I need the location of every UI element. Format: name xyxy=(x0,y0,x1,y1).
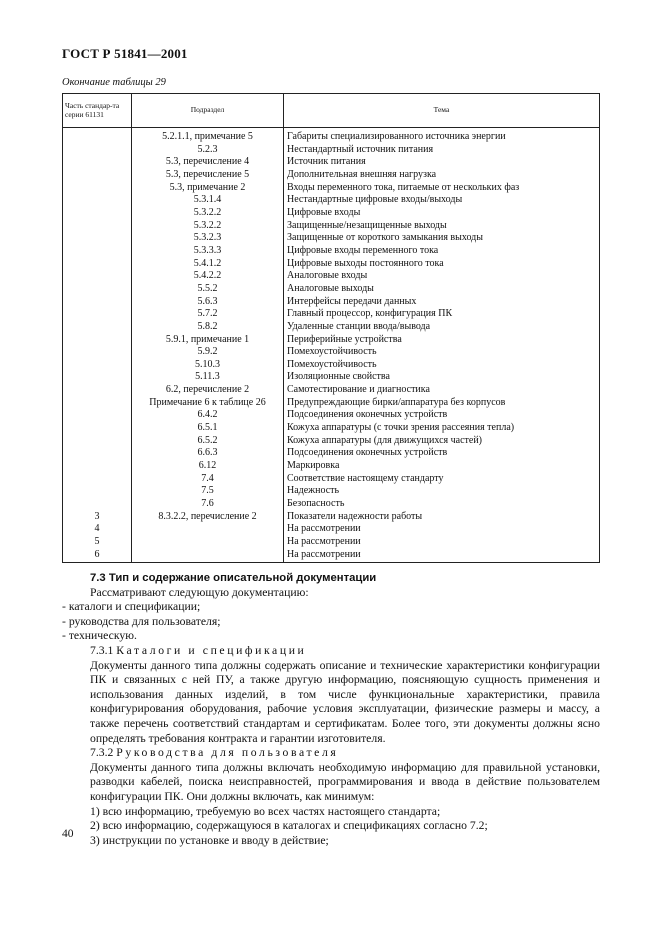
topic-cell: Нестандартный источник питания xyxy=(284,144,600,157)
part-cell xyxy=(63,169,132,182)
subsection-cell: 5.11.3 xyxy=(132,371,284,384)
topic-cell: Подсоединения оконечных устройств xyxy=(284,409,600,422)
part-cell xyxy=(63,194,132,207)
table-continuation-caption: Окончание таблицы 29 xyxy=(62,77,166,88)
topic-cell: Нестандартные цифровые входы/выходы xyxy=(284,194,600,207)
subsection-cell: 7.5 xyxy=(132,485,284,498)
part-cell xyxy=(63,245,132,258)
topic-cell: Главный процессор, конфигурация ПК xyxy=(284,308,600,321)
topic-cell: Входы переменного тока, питаемые от нескольких фаз xyxy=(284,182,600,195)
part-cell xyxy=(63,283,132,296)
topic-cell: Защищенные/незащищенные выходы xyxy=(284,220,600,233)
part-cell xyxy=(63,447,132,460)
topic-cell: Периферийные устройства xyxy=(284,334,600,347)
table-row xyxy=(63,447,600,460)
table-row xyxy=(63,128,600,144)
table-row xyxy=(63,397,600,410)
table-row xyxy=(63,536,600,549)
table-row xyxy=(63,207,600,220)
table-row xyxy=(63,460,600,473)
topic-cell: Удаленные станции ввода/вывода xyxy=(284,321,600,334)
subsection-cell: 5.2.3 xyxy=(132,144,284,157)
subsection-heading-7-3-2 xyxy=(62,746,600,761)
table-row xyxy=(63,384,600,397)
table-row xyxy=(63,296,600,309)
subsection-cell: 6.12 xyxy=(132,460,284,473)
subsection-cell: 5.8.2 xyxy=(132,321,284,334)
table-row xyxy=(63,498,600,511)
table-row xyxy=(63,220,600,233)
topic-cell: Габариты специализированного источника энергии xyxy=(284,128,600,144)
topic-cell: На рассмотрении xyxy=(284,523,600,536)
subsection-cell: 8.3.2.2, перечисление 2 xyxy=(132,511,284,524)
table-row xyxy=(63,435,600,448)
part-cell xyxy=(63,156,132,169)
topic-cell: Предупреждающие бирки/аппаратура без корпусов xyxy=(284,397,600,410)
subsection-number: 7.3.1 xyxy=(90,643,114,657)
topic-cell: Кожуха аппаратуры (для движущихся частей) xyxy=(284,435,600,448)
part-cell xyxy=(63,409,132,422)
subsection-cell: 5.4.2.2 xyxy=(132,270,284,283)
subsection-cell: 5.3.1.4 xyxy=(132,194,284,207)
subsection-cell: 7.6 xyxy=(132,498,284,511)
subsection-cell xyxy=(132,549,284,563)
part-cell xyxy=(63,144,132,157)
subsection-title: Руководства для пользователя xyxy=(116,746,339,760)
subsection-title: Каталоги и спецификации xyxy=(116,643,307,657)
list-item: 1) всю информацию, требуемую во всех частях настоящего стандарта; xyxy=(90,804,441,818)
topic-cell: Кожуха аппаратуры (с точки зрения рассеяния тепла) xyxy=(284,422,600,435)
table-row xyxy=(63,245,600,258)
subsection-cell: 5.4.1.2 xyxy=(132,258,284,271)
part-cell xyxy=(63,321,132,334)
topic-cell: На рассмотрении xyxy=(284,549,600,563)
table-row xyxy=(63,422,600,435)
table-row xyxy=(63,346,600,359)
topic-cell: Цифровые выходы постоянного тока xyxy=(284,258,600,271)
table-row xyxy=(63,232,600,245)
part-cell xyxy=(63,296,132,309)
paragraph: Документы данного типа должны содержать описание и технические характеристики конфигурации ПК и связанных с ней ПУ, а также другую информацию, поясняющую сущность применения и использования данных изделий, в том числе функциональные характеристики, правила конфигурирования оборудования, рабочие условия эксплуатации, физические размеры и массу, а также перечень соответствий стандартам и сертификатам. Более того, эти документы должны ясно определять требования контракта и гарантии изготовителя. xyxy=(90,658,600,745)
topic-cell: Аналоговые выходы xyxy=(284,283,600,296)
topic-cell: На рассмотрении xyxy=(284,536,600,549)
subsection-cell: 5.3, перечисление 5 xyxy=(132,169,284,182)
list-item: - каталоги и спецификации; xyxy=(62,600,201,614)
subsection-cell: 5.7.2 xyxy=(132,308,284,321)
part-cell xyxy=(63,308,132,321)
topic-cell: Показатели надежности работы xyxy=(284,511,600,524)
part-cell xyxy=(63,371,132,384)
paragraph: Рассматривают следующую документацию: xyxy=(90,585,309,599)
part-cell xyxy=(63,346,132,359)
table-row xyxy=(63,156,600,169)
part-cell xyxy=(63,397,132,410)
table-row xyxy=(63,144,600,157)
topic-cell: Помехоустойчивость xyxy=(284,359,600,372)
table-row xyxy=(63,308,600,321)
subsection-cell: 5.9.1, примечание 1 xyxy=(132,334,284,347)
subsection-cell: 6.2, перечисление 2 xyxy=(132,384,284,397)
table-row xyxy=(63,194,600,207)
subsection-cell: 5.2.1.1, примечание 5 xyxy=(132,128,284,144)
topic-cell: Источник питания xyxy=(284,156,600,169)
topic-cell: Соответствие настоящему стандарту xyxy=(284,473,600,486)
part-cell xyxy=(63,422,132,435)
part-cell xyxy=(63,232,132,245)
subsection-cell: 5.3, примечание 2 xyxy=(132,182,284,195)
paragraph: Документы данного типа должны включать необходимую информацию для правильной установки, разводки кабелей, поиска неисправностей, программирования и ввода в действие пользователем конфигурации ПК. Они должны включать, как минимум: xyxy=(90,760,600,803)
column-header-part: Часть стандар-та серии 61131 xyxy=(63,94,132,128)
topic-cell: Надежность xyxy=(284,485,600,498)
column-header-topic: Тема xyxy=(284,94,600,128)
page-number: 40 xyxy=(62,828,74,840)
part-cell xyxy=(63,384,132,397)
topic-cell: Самотестирование и диагностика xyxy=(284,384,600,397)
subsection-cell: 5.9.2 xyxy=(132,346,284,359)
table-row xyxy=(63,511,600,524)
subsection-cell: 6.4.2 xyxy=(132,409,284,422)
subsection-cell: 5.3.3.3 xyxy=(132,245,284,258)
part-cell: 4 xyxy=(63,523,132,536)
subsection-cell: 5.3.2.2 xyxy=(132,207,284,220)
subsection-cell: 6.6.3 xyxy=(132,447,284,460)
table-row xyxy=(63,523,600,536)
table-row xyxy=(63,321,600,334)
part-cell xyxy=(63,435,132,448)
table-row xyxy=(63,409,600,422)
topic-cell: Аналоговые входы xyxy=(284,270,600,283)
table-row xyxy=(63,169,600,182)
standards-table xyxy=(62,93,600,563)
part-cell: 5 xyxy=(63,536,132,549)
part-cell xyxy=(63,473,132,486)
part-cell xyxy=(63,182,132,195)
table-row xyxy=(63,334,600,347)
section-heading: 7.3 Тип и содержание описательной документации xyxy=(90,572,377,584)
table-header-row xyxy=(63,94,600,128)
topic-cell: Защищенные от короткого замыкания выходы xyxy=(284,232,600,245)
subsection-cell: 5.6.3 xyxy=(132,296,284,309)
topic-cell: Изоляционные свойства xyxy=(284,371,600,384)
table-row xyxy=(63,371,600,384)
part-cell xyxy=(63,359,132,372)
list-item: 2) всю информацию, содержащуюся в каталогах и спецификациях согласно 7.2; xyxy=(90,819,488,833)
table-row xyxy=(63,283,600,296)
table-row xyxy=(63,549,600,563)
table-row xyxy=(63,359,600,372)
table-row xyxy=(63,473,600,486)
part-cell xyxy=(63,270,132,283)
topic-cell: Безопасность xyxy=(284,498,600,511)
topic-cell: Цифровые входы xyxy=(284,207,600,220)
part-cell xyxy=(63,128,132,144)
subsection-cell: 5.3, перечисление 4 xyxy=(132,156,284,169)
column-header-subsection: Подраздел xyxy=(132,94,284,128)
subsection-cell: 5.3.2.3 xyxy=(132,232,284,245)
subsection-heading-7-3-1 xyxy=(62,644,600,659)
part-cell xyxy=(63,460,132,473)
subsection-cell xyxy=(132,523,284,536)
list-item: - руководства для пользователя; xyxy=(62,614,221,628)
section-7-3 xyxy=(62,571,600,848)
document-header: ГОСТ Р 51841—2001 xyxy=(62,46,188,61)
subsection-cell: 6.5.2 xyxy=(132,435,284,448)
subsection-cell: 5.10.3 xyxy=(132,359,284,372)
subsection-cell xyxy=(132,536,284,549)
subsection-cell: 5.5.2 xyxy=(132,283,284,296)
topic-cell: Дополнительная внешняя нагрузка xyxy=(284,169,600,182)
part-cell xyxy=(63,220,132,233)
part-cell xyxy=(63,498,132,511)
topic-cell: Цифровые входы переменного тока xyxy=(284,245,600,258)
table-row xyxy=(63,485,600,498)
subsection-number: 7.3.2 xyxy=(90,746,114,760)
subsection-cell: Примечание 6 к таблице 26 xyxy=(132,397,284,410)
list-item: - техническую. xyxy=(62,629,137,643)
list-item: 3) инструкции по установке и вводу в действие; xyxy=(90,833,329,847)
table-row xyxy=(63,258,600,271)
part-cell xyxy=(63,485,132,498)
table-row xyxy=(63,270,600,283)
topic-cell: Маркировка xyxy=(284,460,600,473)
part-cell xyxy=(63,334,132,347)
part-cell: 6 xyxy=(63,549,132,563)
subsection-cell: 5.3.2.2 xyxy=(132,220,284,233)
table-body xyxy=(63,128,600,563)
subsection-cell: 7.4 xyxy=(132,473,284,486)
topic-cell: Интерфейсы передачи данных xyxy=(284,296,600,309)
topic-cell: Помехоустойчивость xyxy=(284,346,600,359)
table-row xyxy=(63,182,600,195)
subsection-cell: 6.5.1 xyxy=(132,422,284,435)
part-cell xyxy=(63,207,132,220)
topic-cell: Подсоединения оконечных устройств xyxy=(284,447,600,460)
part-cell: 3 xyxy=(63,511,132,524)
part-cell xyxy=(63,258,132,271)
